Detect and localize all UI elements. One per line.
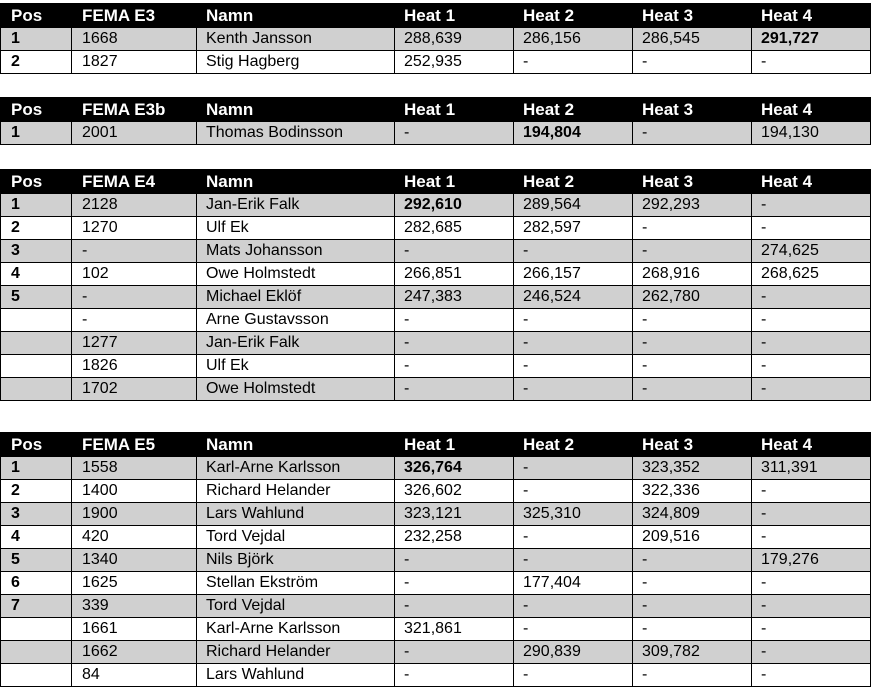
name-cell: Ulf Ek — [197, 355, 395, 378]
heat-4-cell: - — [752, 572, 871, 595]
table-row — [1, 378, 871, 401]
results-table-e3 — [0, 3, 871, 74]
id-cell: 1662 — [72, 641, 197, 664]
heat-1-cell: 247,383 — [395, 286, 514, 309]
header-name: Namn — [197, 4, 395, 28]
table-header-row — [1, 170, 871, 194]
table-row — [1, 240, 871, 263]
name-cell: Tord Vejdal — [197, 526, 395, 549]
table-row — [1, 355, 871, 378]
name-cell: Thomas Bodinsson — [197, 122, 395, 145]
header-heat-1: Heat 1 — [395, 98, 514, 122]
position-cell: 5 — [1, 286, 72, 309]
position-cell: 6 — [1, 572, 72, 595]
heat-2-cell: 289,564 — [514, 194, 633, 217]
header-heat-4: Heat 4 — [752, 170, 871, 194]
table-row — [1, 217, 871, 240]
heat-3-cell: 268,916 — [633, 263, 752, 286]
header-class: FEMA E5 — [72, 433, 197, 457]
position-cell: 5 — [1, 549, 72, 572]
heat-3-cell: - — [633, 332, 752, 355]
table-header-row — [1, 4, 871, 28]
heat-4-cell: 291,727 — [752, 28, 871, 51]
name-cell: Mats Johansson — [197, 240, 395, 263]
heat-1-cell: - — [395, 641, 514, 664]
heat-2-cell: 325,310 — [514, 503, 633, 526]
table-row — [1, 572, 871, 595]
name-cell: Jan-Erik Falk — [197, 332, 395, 355]
heat-2-cell: 286,156 — [514, 28, 633, 51]
table-row — [1, 194, 871, 217]
header-pos: Pos — [1, 98, 72, 122]
heat-2-cell: - — [514, 664, 633, 687]
name-cell: Richard Helander — [197, 641, 395, 664]
id-cell: 1668 — [72, 28, 197, 51]
header-name: Namn — [197, 98, 395, 122]
heat-2-cell: - — [514, 355, 633, 378]
heat-1-cell: - — [395, 332, 514, 355]
heat-4-cell: - — [752, 595, 871, 618]
id-cell: 102 — [72, 263, 197, 286]
heat-4-cell: - — [752, 526, 871, 549]
heat-1-cell: - — [395, 378, 514, 401]
heat-1-cell: 323,121 — [395, 503, 514, 526]
position-cell — [1, 355, 72, 378]
id-cell: 1277 — [72, 332, 197, 355]
id-cell: 420 — [72, 526, 197, 549]
heat-4-cell: - — [752, 664, 871, 687]
table-row — [1, 526, 871, 549]
heat-3-cell: - — [633, 378, 752, 401]
name-cell: Ulf Ek — [197, 217, 395, 240]
name-cell: Owe Holmstedt — [197, 378, 395, 401]
name-cell: Stellan Ekström — [197, 572, 395, 595]
heat-4-cell: - — [752, 194, 871, 217]
header-class: FEMA E3 — [72, 4, 197, 28]
heat-2-cell: - — [514, 480, 633, 503]
position-cell — [1, 664, 72, 687]
header-heat-3: Heat 3 — [633, 433, 752, 457]
table-row — [1, 641, 871, 664]
heat-3-cell: 209,516 — [633, 526, 752, 549]
heat-2-cell: - — [514, 595, 633, 618]
heat-3-cell: - — [633, 595, 752, 618]
heat-3-cell: - — [633, 51, 752, 74]
header-heat-2: Heat 2 — [514, 170, 633, 194]
table-row — [1, 549, 871, 572]
table-row — [1, 122, 871, 145]
table-row — [1, 286, 871, 309]
heat-1-cell: 252,935 — [395, 51, 514, 74]
heat-1-cell: - — [395, 309, 514, 332]
heat-2-cell: - — [514, 526, 633, 549]
table-row — [1, 595, 871, 618]
table-row — [1, 457, 871, 480]
id-cell: 1270 — [72, 217, 197, 240]
name-cell: Tord Vejdal — [197, 595, 395, 618]
table-header-row — [1, 98, 871, 122]
heat-3-cell: - — [633, 664, 752, 687]
id-cell: 2128 — [72, 194, 197, 217]
position-cell: 7 — [1, 595, 72, 618]
position-cell: 2 — [1, 480, 72, 503]
position-cell — [1, 641, 72, 664]
heat-3-cell: - — [633, 122, 752, 145]
header-heat-1: Heat 1 — [395, 4, 514, 28]
heat-2-cell: 290,839 — [514, 641, 633, 664]
table-row — [1, 332, 871, 355]
heat-2-cell: - — [514, 618, 633, 641]
position-cell: 2 — [1, 51, 72, 74]
heat-3-cell: - — [633, 217, 752, 240]
header-pos: Pos — [1, 4, 72, 28]
id-cell: 1661 — [72, 618, 197, 641]
name-cell: Michael Eklöf — [197, 286, 395, 309]
name-cell: Stig Hagberg — [197, 51, 395, 74]
heat-2-cell: - — [514, 457, 633, 480]
name-cell: Lars Wahlund — [197, 503, 395, 526]
name-cell: Arne Gustavsson — [197, 309, 395, 332]
id-cell: 1900 — [72, 503, 197, 526]
heat-4-cell: - — [752, 51, 871, 74]
heat-4-cell: - — [752, 217, 871, 240]
heat-3-cell: - — [633, 355, 752, 378]
name-cell: Kenth Jansson — [197, 28, 395, 51]
header-heat-4: Heat 4 — [752, 4, 871, 28]
heat-2-cell: 194,804 — [514, 122, 633, 145]
heat-1-cell: - — [395, 595, 514, 618]
header-heat-3: Heat 3 — [633, 170, 752, 194]
heat-3-cell: - — [633, 572, 752, 595]
header-heat-3: Heat 3 — [633, 4, 752, 28]
heat-4-cell: - — [752, 309, 871, 332]
id-cell: 1625 — [72, 572, 197, 595]
table-row — [1, 480, 871, 503]
heat-3-cell: - — [633, 309, 752, 332]
heat-4-cell: 274,625 — [752, 240, 871, 263]
heat-4-cell: 311,391 — [752, 457, 871, 480]
id-cell: - — [72, 240, 197, 263]
header-heat-4: Heat 4 — [752, 98, 871, 122]
id-cell: 1340 — [72, 549, 197, 572]
heat-4-cell: - — [752, 378, 871, 401]
heat-3-cell: - — [633, 240, 752, 263]
results-table-e3b — [0, 97, 871, 145]
heat-3-cell: 309,782 — [633, 641, 752, 664]
id-cell: - — [72, 309, 197, 332]
heat-3-cell: - — [633, 618, 752, 641]
heat-3-cell: - — [633, 549, 752, 572]
position-cell: 4 — [1, 263, 72, 286]
id-cell: - — [72, 286, 197, 309]
id-cell: 1558 — [72, 457, 197, 480]
results-table-e5 — [0, 432, 871, 687]
position-cell: 1 — [1, 194, 72, 217]
heat-3-cell: 322,336 — [633, 480, 752, 503]
heat-1-cell: 266,851 — [395, 263, 514, 286]
heat-4-cell: - — [752, 332, 871, 355]
heat-1-cell: 326,602 — [395, 480, 514, 503]
table-row — [1, 503, 871, 526]
heat-1-cell: - — [395, 664, 514, 687]
heat-2-cell: 177,404 — [514, 572, 633, 595]
header-heat-1: Heat 1 — [395, 433, 514, 457]
id-cell: 84 — [72, 664, 197, 687]
header-pos: Pos — [1, 170, 72, 194]
header-class: FEMA E3b — [72, 98, 197, 122]
table-header-row — [1, 433, 871, 457]
table-row — [1, 28, 871, 51]
heat-4-cell: - — [752, 618, 871, 641]
position-cell: 4 — [1, 526, 72, 549]
heat-1-cell: - — [395, 122, 514, 145]
table-row — [1, 664, 871, 687]
heat-1-cell: 232,258 — [395, 526, 514, 549]
heat-2-cell: 266,157 — [514, 263, 633, 286]
heat-2-cell: - — [514, 378, 633, 401]
heat-1-cell: 326,764 — [395, 457, 514, 480]
heat-2-cell: 282,597 — [514, 217, 633, 240]
position-cell: 1 — [1, 28, 72, 51]
position-cell: 3 — [1, 503, 72, 526]
position-cell — [1, 309, 72, 332]
heat-4-cell: 194,130 — [752, 122, 871, 145]
heat-4-cell: - — [752, 480, 871, 503]
position-cell: 1 — [1, 122, 72, 145]
heat-2-cell: - — [514, 240, 633, 263]
header-heat-4: Heat 4 — [752, 433, 871, 457]
heat-1-cell: 282,685 — [395, 217, 514, 240]
position-cell: 2 — [1, 217, 72, 240]
table-row — [1, 263, 871, 286]
name-cell: Richard Helander — [197, 480, 395, 503]
heat-4-cell: 179,276 — [752, 549, 871, 572]
heat-4-cell: - — [752, 355, 871, 378]
id-cell: 2001 — [72, 122, 197, 145]
heat-2-cell: - — [514, 51, 633, 74]
heat-1-cell: - — [395, 572, 514, 595]
id-cell: 1400 — [72, 480, 197, 503]
heat-2-cell: - — [514, 332, 633, 355]
heat-3-cell: 324,809 — [633, 503, 752, 526]
name-cell: Karl-Arne Karlsson — [197, 457, 395, 480]
name-cell: Nils Björk — [197, 549, 395, 572]
header-heat-2: Heat 2 — [514, 98, 633, 122]
name-cell: Lars Wahlund — [197, 664, 395, 687]
heat-2-cell: 246,524 — [514, 286, 633, 309]
heat-1-cell: 292,610 — [395, 194, 514, 217]
heat-4-cell: - — [752, 503, 871, 526]
heat-1-cell: 288,639 — [395, 28, 514, 51]
heat-1-cell: - — [395, 549, 514, 572]
table-row — [1, 51, 871, 74]
id-cell: 1702 — [72, 378, 197, 401]
heat-4-cell: 268,625 — [752, 263, 871, 286]
header-class: FEMA E4 — [72, 170, 197, 194]
table-row — [1, 618, 871, 641]
heat-1-cell: 321,861 — [395, 618, 514, 641]
results-table-e4 — [0, 169, 871, 401]
heat-1-cell: - — [395, 355, 514, 378]
table-row — [1, 309, 871, 332]
heat-3-cell: 292,293 — [633, 194, 752, 217]
heat-3-cell: 323,352 — [633, 457, 752, 480]
header-pos: Pos — [1, 433, 72, 457]
heat-1-cell: - — [395, 240, 514, 263]
header-name: Namn — [197, 433, 395, 457]
header-name: Namn — [197, 170, 395, 194]
heat-3-cell: 286,545 — [633, 28, 752, 51]
id-cell: 1826 — [72, 355, 197, 378]
name-cell: Owe Holmstedt — [197, 263, 395, 286]
name-cell: Karl-Arne Karlsson — [197, 618, 395, 641]
heat-2-cell: - — [514, 309, 633, 332]
position-cell: 1 — [1, 457, 72, 480]
heat-4-cell: - — [752, 641, 871, 664]
header-heat-2: Heat 2 — [514, 4, 633, 28]
heat-4-cell: - — [752, 286, 871, 309]
header-heat-1: Heat 1 — [395, 170, 514, 194]
position-cell — [1, 332, 72, 355]
position-cell: 3 — [1, 240, 72, 263]
position-cell — [1, 618, 72, 641]
heat-2-cell: - — [514, 549, 633, 572]
position-cell — [1, 378, 72, 401]
id-cell: 339 — [72, 595, 197, 618]
heat-3-cell: 262,780 — [633, 286, 752, 309]
name-cell: Jan-Erik Falk — [197, 194, 395, 217]
id-cell: 1827 — [72, 51, 197, 74]
header-heat-2: Heat 2 — [514, 433, 633, 457]
header-heat-3: Heat 3 — [633, 98, 752, 122]
